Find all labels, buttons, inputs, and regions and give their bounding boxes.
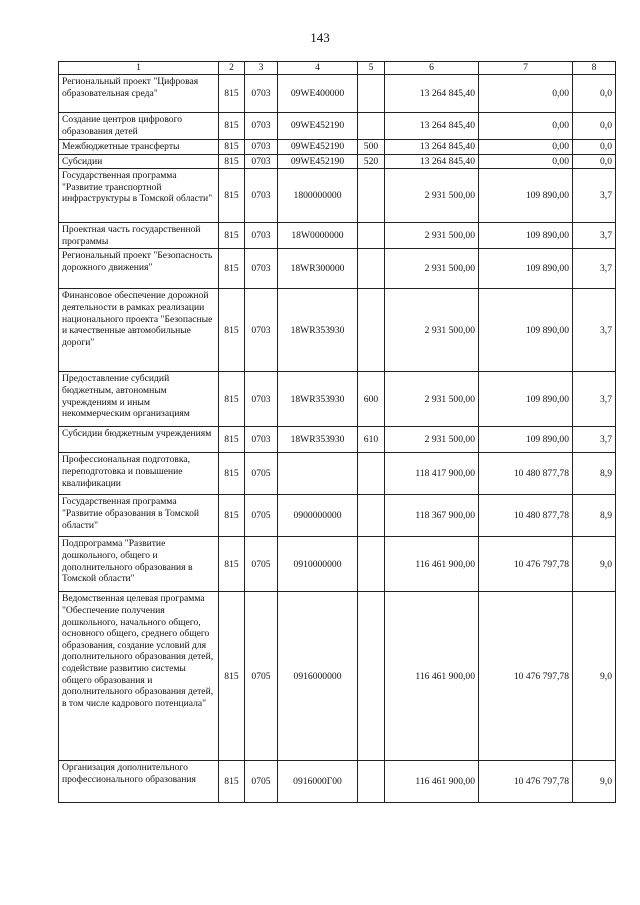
cell-actual-amount: 10 476 797,78 (479, 537, 573, 592)
table-row (59, 453, 616, 495)
cell-plan-amount: 13 264 845,40 (385, 113, 479, 140)
cell-expense-type (358, 169, 385, 223)
cell-section-code: 0703 (245, 169, 278, 223)
cell-section-code: 0703 (245, 154, 278, 169)
cell-section-code: 0703 (245, 427, 278, 453)
cell-actual-amount: 109 890,00 (479, 289, 573, 372)
cell-actual-amount: 10 476 797,78 (479, 592, 573, 761)
table-row (59, 592, 616, 761)
cell-section-code: 0705 (245, 761, 278, 803)
cell-target-article: 0900000000 (278, 495, 358, 537)
cell-plan-amount: 2 931 500,00 (385, 427, 479, 453)
cell-actual-amount: 0,00 (479, 154, 573, 169)
cell-expense-type: 600 (358, 372, 385, 427)
cell-actual-amount: 0,00 (479, 140, 573, 155)
cell-ministry-code: 815 (219, 169, 245, 223)
cell-plan-amount: 116 461 900,00 (385, 537, 479, 592)
cell-ministry-code: 815 (219, 372, 245, 427)
cell-actual-amount: 0,00 (479, 113, 573, 140)
cell-section-code: 0703 (245, 372, 278, 427)
cell-target-article: 18WR353930 (278, 372, 358, 427)
row-name: Финансовое обеспечение дорожной деятельности в рамках реализации национального проекта "Безопасные и качественные автомобильные дороги" (59, 289, 219, 372)
cell-plan-amount: 2 931 500,00 (385, 223, 479, 249)
cell-expense-type (358, 592, 385, 761)
cell-actual-amount: 109 890,00 (479, 249, 573, 289)
cell-ministry-code: 815 (219, 289, 245, 372)
row-name: Региональный проект "Цифровая образовательная среда" (59, 75, 219, 113)
cell-section-code: 0703 (245, 289, 278, 372)
cell-plan-amount: 118 367 900,00 (385, 495, 479, 537)
cell-ministry-code: 815 (219, 592, 245, 761)
cell-percent: 3,7 (573, 169, 616, 223)
row-name: Предоставление субсидий бюджетным, автономным учреждениям и иным некоммерческим организациям (59, 372, 219, 427)
row-name: Организация дополнительного профессионального образования (59, 761, 219, 803)
table-row (59, 289, 616, 372)
cell-target-article: 18WR353930 (278, 289, 358, 372)
cell-target-article (278, 453, 358, 495)
cell-target-article: 09WE452190 (278, 140, 358, 155)
cell-ministry-code: 815 (219, 761, 245, 803)
cell-percent: 3,7 (573, 223, 616, 249)
cell-actual-amount: 0,00 (479, 75, 573, 113)
table-row (59, 372, 616, 427)
cell-plan-amount: 2 931 500,00 (385, 372, 479, 427)
cell-actual-amount: 109 890,00 (479, 372, 573, 427)
cell-percent: 0,0 (573, 75, 616, 113)
cell-expense-type (358, 223, 385, 249)
cell-percent: 8,9 (573, 453, 616, 495)
cell-section-code: 0705 (245, 495, 278, 537)
cell-target-article: 0916000Г00 (278, 761, 358, 803)
cell-percent: 0,0 (573, 140, 616, 155)
cell-actual-amount: 10 480 877,78 (479, 453, 573, 495)
cell-percent: 3,7 (573, 249, 616, 289)
cell-target-article: 18WR300000 (278, 249, 358, 289)
header-cell: 3 (245, 62, 278, 75)
cell-percent: 9,0 (573, 761, 616, 803)
cell-section-code: 0705 (245, 453, 278, 495)
cell-ministry-code: 815 (219, 75, 245, 113)
cell-section-code: 0703 (245, 113, 278, 140)
cell-expense-type (358, 249, 385, 289)
cell-plan-amount: 13 264 845,40 (385, 75, 479, 113)
cell-plan-amount: 13 264 845,40 (385, 154, 479, 169)
cell-actual-amount: 10 480 877,78 (479, 495, 573, 537)
cell-ministry-code: 815 (219, 140, 245, 155)
cell-section-code: 0703 (245, 249, 278, 289)
cell-plan-amount: 2 931 500,00 (385, 169, 479, 223)
cell-expense-type (358, 453, 385, 495)
header-cell: 5 (358, 62, 385, 75)
table-row (59, 249, 616, 289)
cell-ministry-code: 815 (219, 223, 245, 249)
row-name: Межбюджетные трансферты (59, 140, 219, 155)
cell-expense-type: 520 (358, 154, 385, 169)
cell-section-code: 0705 (245, 592, 278, 761)
cell-percent: 3,7 (573, 289, 616, 372)
cell-expense-type (358, 495, 385, 537)
table-row (59, 223, 616, 249)
table-row (59, 113, 616, 140)
cell-target-article: 1800000000 (278, 169, 358, 223)
cell-expense-type (358, 113, 385, 140)
budget-table (58, 61, 616, 803)
cell-target-article: 18WR353930 (278, 427, 358, 453)
row-name: Региональный проект "Безопасность дорожного движения" (59, 249, 219, 289)
table-row (59, 75, 616, 113)
cell-actual-amount: 109 890,00 (479, 169, 573, 223)
table-row (59, 537, 616, 592)
cell-expense-type (358, 537, 385, 592)
cell-percent: 9,0 (573, 592, 616, 761)
cell-plan-amount: 116 461 900,00 (385, 592, 479, 761)
row-name: Подпрограмма "Развитие дошкольного, общего и дополнительного образования в Томской области" (59, 537, 219, 592)
cell-expense-type: 610 (358, 427, 385, 453)
cell-expense-type (358, 289, 385, 372)
cell-plan-amount: 2 931 500,00 (385, 249, 479, 289)
row-name: Проектная часть государственной программы (59, 223, 219, 249)
row-name: Профессиональная подготовка, переподготовка и повышение квалификации (59, 453, 219, 495)
cell-percent: 9,0 (573, 537, 616, 592)
row-name: Ведомственная целевая программа "Обеспечение получения дошкольного, начального общего, основного общего, среднего общего образования, создание условий для дополнительного образования детей, содействие развитию системы общего образования и дополнительного образования детей, в том числе кадрового потенциала" (59, 592, 219, 761)
cell-expense-type (358, 75, 385, 113)
cell-plan-amount: 2 931 500,00 (385, 289, 479, 372)
header-cell: 2 (219, 62, 245, 75)
row-name: Субсидии бюджетным учреждениям (59, 427, 219, 453)
cell-section-code: 0705 (245, 537, 278, 592)
row-name: Создание центров цифрового образования детей (59, 113, 219, 140)
cell-ministry-code: 815 (219, 113, 245, 140)
cell-percent: 3,7 (573, 427, 616, 453)
cell-actual-amount: 109 890,00 (479, 427, 573, 453)
header-cell: 6 (385, 62, 479, 75)
header-cell: 4 (278, 62, 358, 75)
header-cell: 1 (59, 62, 219, 75)
cell-target-article: 0910000000 (278, 537, 358, 592)
cell-plan-amount: 116 461 900,00 (385, 761, 479, 803)
cell-plan-amount: 118 417 900,00 (385, 453, 479, 495)
cell-section-code: 0703 (245, 223, 278, 249)
cell-target-article: 09WE452190 (278, 113, 358, 140)
header-cell: 8 (573, 62, 616, 75)
row-name: Государственная программа "Развитие транспортной инфраструктуры в Томской области" (59, 169, 219, 223)
cell-target-article: 09WE400000 (278, 75, 358, 113)
table-row (59, 154, 616, 169)
cell-percent: 8,9 (573, 495, 616, 537)
cell-target-article: 0916000000 (278, 592, 358, 761)
cell-section-code: 0703 (245, 140, 278, 155)
table-row (59, 495, 616, 537)
cell-target-article: 09WE452190 (278, 154, 358, 169)
cell-ministry-code: 815 (219, 249, 245, 289)
cell-ministry-code: 815 (219, 537, 245, 592)
cell-expense-type (358, 761, 385, 803)
table-header-row (59, 62, 616, 75)
page-number: 143 (310, 30, 330, 45)
cell-expense-type: 500 (358, 140, 385, 155)
cell-section-code: 0703 (245, 75, 278, 113)
row-name: Субсидии (59, 154, 219, 169)
cell-ministry-code: 815 (219, 154, 245, 169)
header-cell: 7 (479, 62, 573, 75)
cell-percent: 0,0 (573, 154, 616, 169)
cell-actual-amount: 10 476 797,78 (479, 761, 573, 803)
cell-ministry-code: 815 (219, 427, 245, 453)
cell-plan-amount: 13 264 845,40 (385, 140, 479, 155)
table-row (59, 140, 616, 155)
cell-ministry-code: 815 (219, 495, 245, 537)
row-name: Государственная программа "Развитие образования в Томской области" (59, 495, 219, 537)
cell-actual-amount: 109 890,00 (479, 223, 573, 249)
table-row (59, 427, 616, 453)
cell-percent: 0,0 (573, 113, 616, 140)
cell-target-article: 18W0000000 (278, 223, 358, 249)
table-row (59, 761, 616, 803)
table-row (59, 169, 616, 223)
cell-percent: 3,7 (573, 372, 616, 427)
cell-ministry-code: 815 (219, 453, 245, 495)
